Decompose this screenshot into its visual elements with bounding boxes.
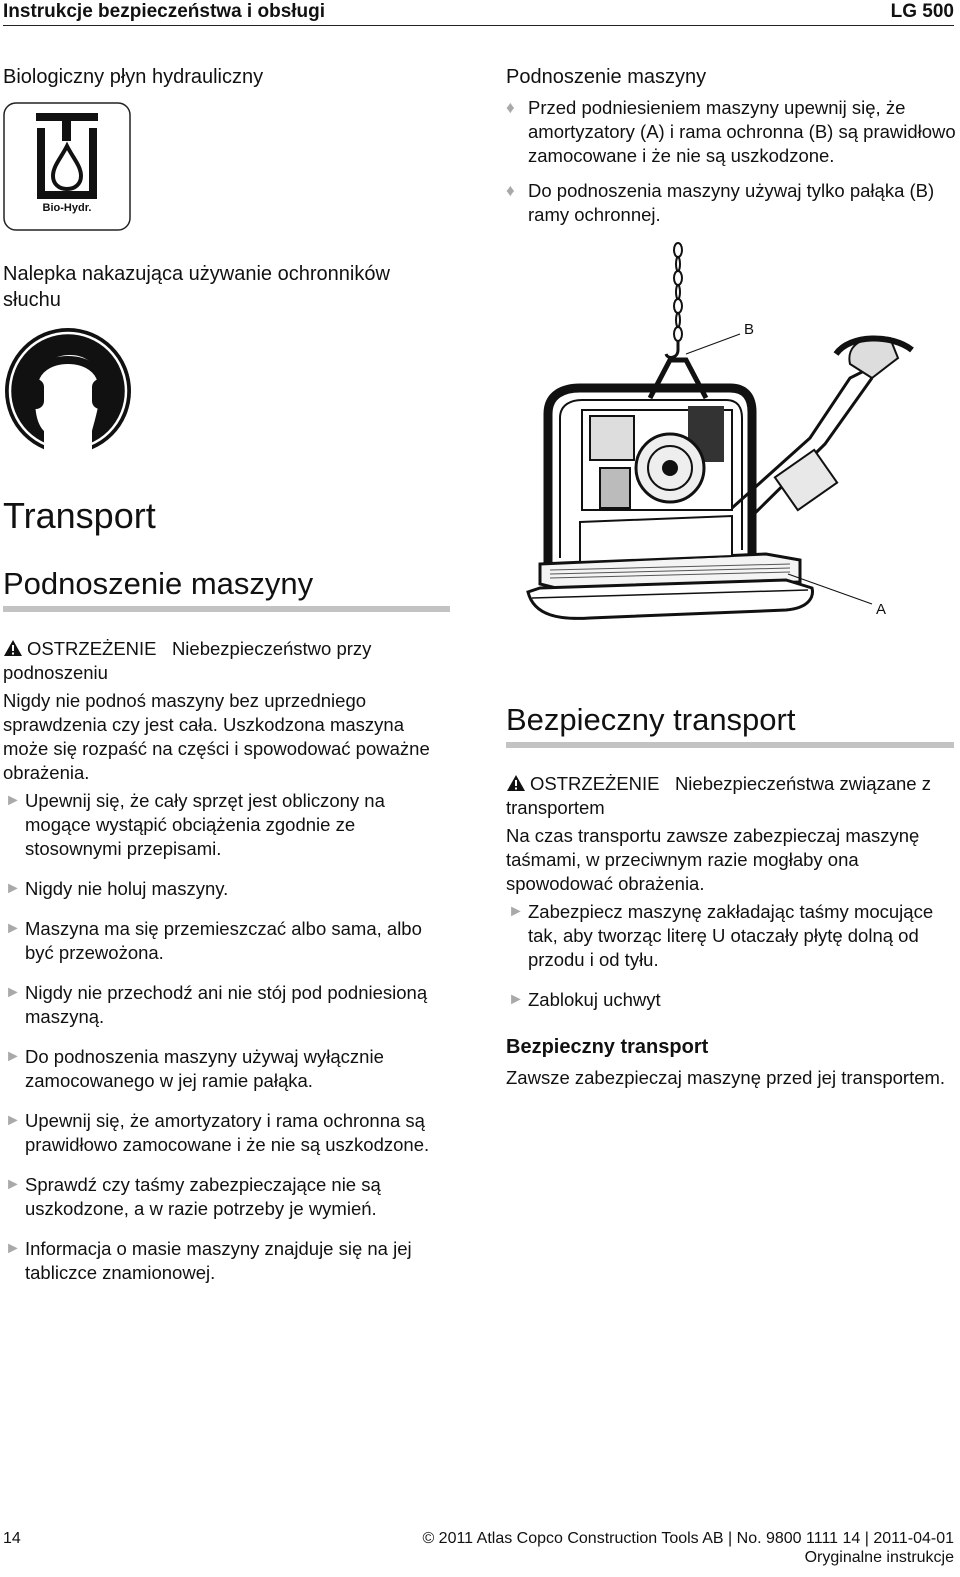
ear-title-line2: słuchu — [3, 289, 61, 311]
warning-subject: Niebezpieczeństwo przy podnoszeniu — [3, 638, 372, 683]
list-item: ► Maszyna ma się przemieszczać albo sama, albo być przewożona. — [5, 918, 422, 963]
list-item: ► Do podnoszenia maszyny używaj wyłącznie zamocowanego w jej ramie pałąka. — [5, 1046, 384, 1091]
list-item: ► Nigdy nie przechodź ani nie stój pod podniesioną maszyną. — [5, 982, 428, 1027]
page-number: 14 — [3, 1530, 21, 1547]
safe-transport-steps — [506, 900, 958, 1028]
lifting-warning-title — [3, 637, 443, 685]
page-header — [3, 0, 954, 26]
list-item: ► Upewnij się, że cały sprzęt jest obliczony na mogące wystąpić obciążenia zgodnie ze stosownymi przepisami. — [5, 790, 385, 859]
bio-icon-label: Bio-Hydr. — [42, 202, 92, 214]
list-item: ► Upewnij się, że amortyzatory i rama ochronna są prawidłowo zamocowane i że nie są uszkodzone. — [5, 1110, 430, 1155]
safe-transport-subtitle: Bezpieczny transport — [506, 1036, 709, 1058]
lift-top-title: Podnoszenie maszyny — [506, 66, 707, 88]
list-item: ♦ Przed podniesieniem maszyny upewnij się, że amortyzatory (A) i rama ochronna (B) są prawidłowo zamocowane i że nie są uszkodzone. — [506, 97, 956, 166]
warning-subject: Niebezpieczeństwa związane z transportem — [506, 773, 931, 818]
warning-triangle-icon — [506, 774, 526, 792]
footer-original-note: Oryginalne instrukcje — [804, 1549, 954, 1566]
safe-transport-title: Bezpieczny transport — [506, 702, 796, 737]
list-item: ► Informacja o masie maszyny znajduje się na jej tabliczce znamionowej. — [5, 1238, 412, 1283]
list-item: ► Zablokuj uchwyt — [508, 989, 661, 1010]
transport-warning-title — [506, 772, 958, 820]
bio-hydraulic-icon — [3, 102, 131, 231]
warning-signal-word: OSTRZEŻENIE — [530, 773, 660, 794]
list-item: ► Sprawdź czy taśmy zabezpieczające nie są uszkodzone, a w razie potrzeby je wymień. — [5, 1174, 381, 1219]
svg-text:B: B — [744, 321, 755, 338]
subtitle-rule — [3, 606, 450, 612]
ear-title-line1: Nalepka nakazująca używanie ochronników — [3, 263, 390, 285]
footer-copyright: © 2011 Atlas Copco Construction Tools AB | No. 9800 1111 14 | 2011-04-01 — [422, 1530, 954, 1547]
transport-subtitle: Podnoszenie maszyny — [3, 566, 314, 601]
lift-top-bullets — [506, 96, 956, 238]
transport-warning-text: Na czas transportu zawsze zabezpieczaj maszynę taśmami, w przeciwnym razie mogłaby ona spowodować obrażenia. — [506, 825, 920, 894]
transport-title: Transport — [3, 495, 156, 536]
safe-transport-rule — [506, 742, 954, 748]
hearing-protection-icon — [4, 327, 132, 455]
header-title: Instrukcje bezpieczeństwa i obsługi — [3, 1, 326, 22]
svg-text:A: A — [876, 601, 887, 618]
machine-lifting-illustration — [520, 238, 960, 630]
list-item: ► Nigdy nie holuj maszyny. — [5, 878, 229, 899]
header-model: LG 500 — [890, 1, 954, 22]
safe-transport-text: Zawsze zabezpieczaj maszynę przed jej transportem. — [506, 1067, 946, 1088]
list-item: ♦ Do podnoszenia maszyny używaj tylko pałąka (B) ramy ochronnej. — [506, 180, 935, 225]
bio-title: Biologiczny płyn hydrauliczny — [3, 66, 264, 88]
warning-signal-word: OSTRZEŻENIE — [27, 638, 157, 659]
warning-triangle-icon — [3, 639, 23, 657]
transport-steps — [3, 789, 453, 1301]
lifting-warning-text: Nigdy nie podnoś maszyny bez uprzedniego sprawdzenia czy jest cała. Uszkodzona maszyna może się rozpaść na części i spowodować poważne obrażenia. — [3, 690, 430, 783]
list-item: ► Zabezpiecz maszynę zakładając taśmy mocujące tak, aby tworząc literę U otaczały płytę dolną od przodu i od tyłu. — [508, 901, 934, 970]
